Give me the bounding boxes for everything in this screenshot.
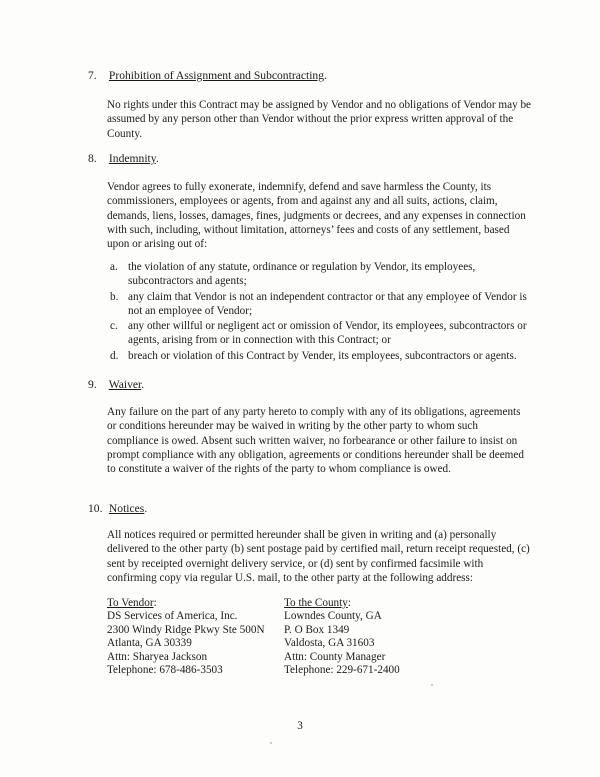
section-10-paragraph: All notices required or permitted hereunder shall be given in writing and (a) personally delivered to the other party (b) sent postage paid by certified mail, return receipt requested, (c) sent by receipted overnight delivery service, or (d) sent by confirmed facsimile with confirming copy via regular U.S. mail, to the other party at the following address: — [107, 529, 530, 584]
section-7-paragraph: No rights under this Contract may be assigned by Vendor and no obligations of Vendor may be assumed by any person other than Vendor without the prior express written approval of the County. — [107, 99, 532, 140]
section-9-heading — [88, 378, 528, 392]
section-title: Prohibition of Assignment and Subcontracting — [108, 69, 325, 82]
title-suffix: . — [141, 378, 145, 391]
county-address-block — [284, 597, 400, 677]
title-suffix: . — [144, 502, 148, 515]
title-suffix: . — [155, 152, 159, 165]
list-item-text: any claim that Vendor is not an independent contractor or that any employee of Vendor is not an employee of Vendor; — [128, 290, 527, 317]
section-title: Waiver — [108, 378, 142, 391]
address-line: DS Services of America, Inc. — [107, 610, 238, 623]
address-line: Lowndes County, GA — [284, 610, 382, 623]
section-number: 10. — [88, 502, 103, 515]
list-item — [110, 260, 530, 289]
address-line: 2300 Windy Ridge Pkwy Ste 500N — [107, 623, 265, 636]
county-address-heading: To the County — [284, 597, 348, 609]
list-item-text: breach or violation of this Contract by Vender, its employees, subcontractors or agents. — [128, 349, 517, 362]
address-line: Atlanta, GA 30339 — [107, 637, 192, 650]
section-number: 9. — [88, 378, 97, 391]
section-title: Indemnity — [108, 152, 156, 165]
address-line: Attn: Sharyea Jackson — [107, 650, 208, 663]
section-10-heading — [88, 502, 528, 516]
list-marker: a. — [110, 261, 118, 273]
list-item-text: any other willful or negligent act or omission of Vendor, its employees, subcontractors or agents, arising from or in connection with this Contract; or — [128, 320, 527, 347]
vendor-address-block — [107, 597, 265, 677]
title-suffix: . — [324, 69, 327, 82]
section-7-heading — [88, 69, 528, 83]
heading-suffix: : — [153, 597, 157, 609]
list-marker: d. — [110, 349, 119, 362]
list-marker: c. — [110, 320, 118, 333]
address-line: P. O Box 1349 — [284, 623, 350, 636]
list-item — [110, 349, 530, 363]
page-number: 3 — [297, 720, 303, 732]
indemnity-list — [110, 260, 530, 364]
list-item-text: the violation of any statute, ordinance or regulation by Vendor, its employees, subcontractors and agents; — [128, 261, 476, 288]
section-9-paragraph: Any failure on the part of any party hereto to comply with any of its obligations, agreements or conditions hereunder may be waived in writing by the other party to whom such compliance is owed. Absent such written waiver, no forbearance or other failure to insist on prompt compliance with any obligation, agreements or conditions hereunder shall be deemed to constitute a waiver of the rights of the party to whom compliance is owed. — [107, 406, 524, 476]
section-number: 7. — [88, 69, 97, 82]
address-line: Attn: County Manager — [284, 650, 386, 663]
section-number: 8. — [88, 152, 97, 165]
vendor-address-heading: To Vendor — [107, 597, 154, 609]
list-item — [110, 290, 530, 319]
list-item — [110, 319, 530, 348]
section-8-paragraph: Vendor agrees to fully exonerate, indemnify, defend and save harmless the County, its commissioners, employees or agents, from and against any and all suits, actions, claim, demands, liens, losses, damages, fines, judgments or decrees, and any expenses in connection with such, including, without limitation, attorneys’ fees and costs of any settlement, based upon or arising out of: — [107, 181, 526, 251]
heading-suffix: : — [347, 597, 351, 609]
section-8-heading — [88, 152, 528, 166]
section-title: Notices — [108, 502, 145, 515]
scan-speck — [270, 742, 272, 744]
list-marker: b. — [110, 290, 119, 303]
scan-speck — [431, 684, 433, 686]
address-line: Telephone: 678-486-3503 — [107, 664, 223, 677]
address-line: Telephone: 229-671-2400 — [284, 664, 400, 677]
address-line: Valdosta, GA 31603 — [284, 637, 375, 650]
